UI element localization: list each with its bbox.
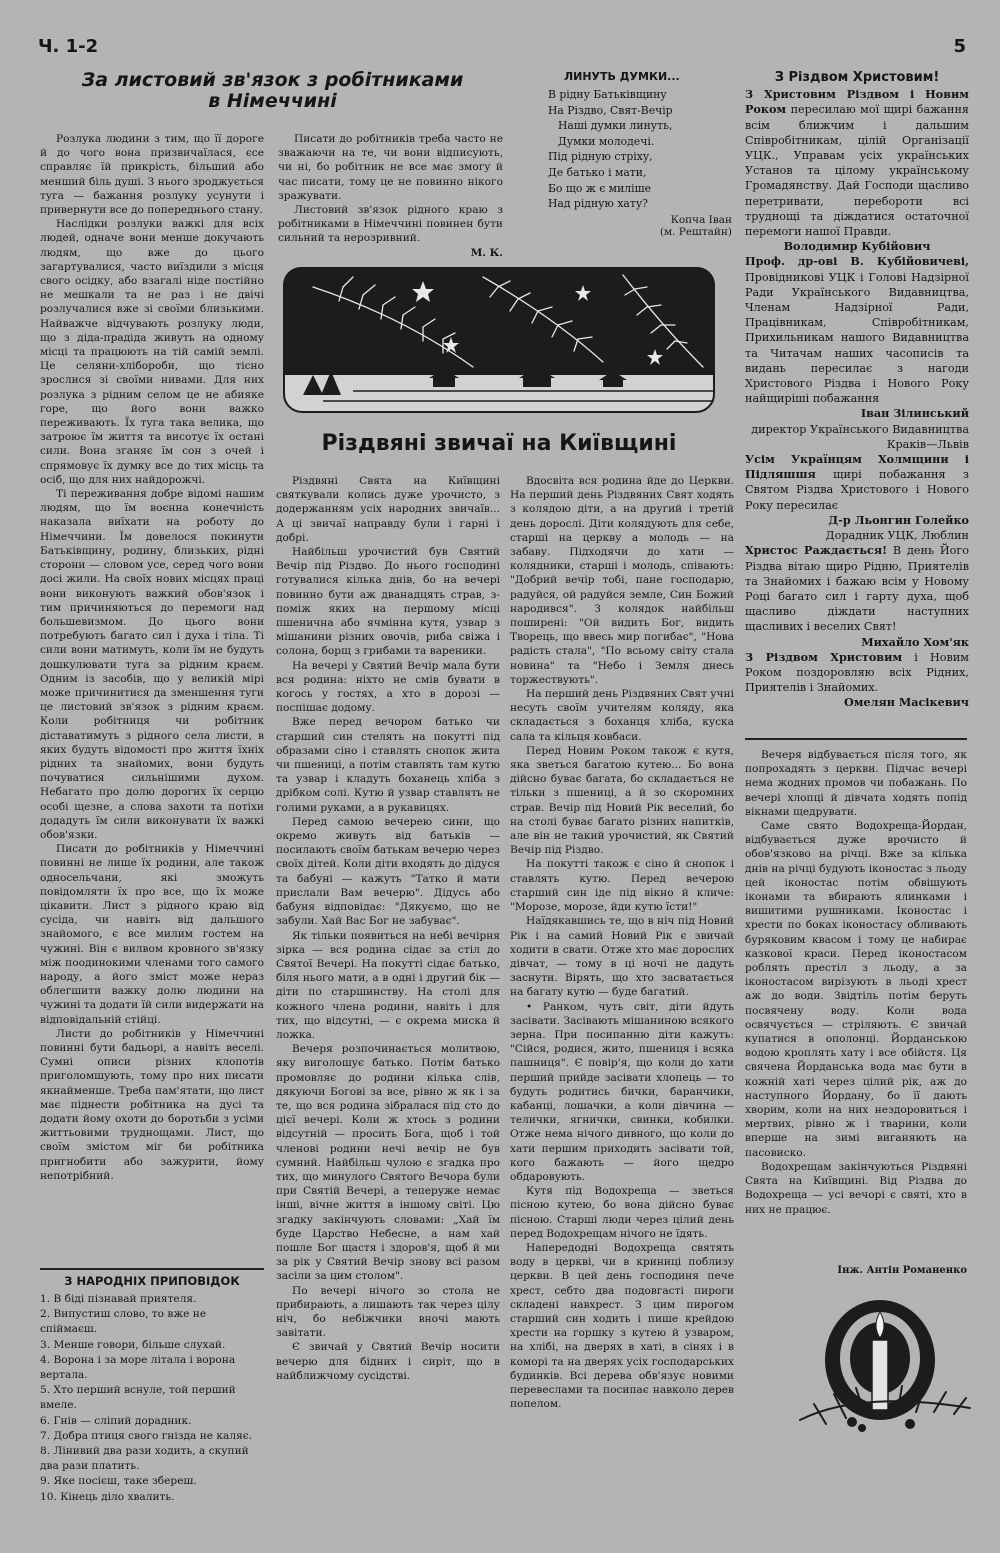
proverb-item: 8. Лінивий два рази ходить, а скупий два рази платить. bbox=[40, 1445, 249, 1473]
greetings-column bbox=[745, 70, 969, 730]
proverbs-box bbox=[40, 1268, 264, 1553]
greeting-block bbox=[745, 87, 969, 239]
article2-header bbox=[283, 432, 715, 470]
poem-line: Думки молодечі. bbox=[558, 134, 655, 148]
proverb-item: 1. В біді пізнавай приятеля. bbox=[40, 1293, 197, 1305]
article2-column-3 bbox=[745, 748, 967, 1258]
article2-paragraph: Найбільш урочистий був Святий Вечір під Різдво. До нього господині готувалися кілька днів, бо на вечері повинно бути аж дванадцять страв, з-поміж яких на першому місці пшенична або ячмінна кутя, узвар з мішанини різних овочів, риба свіжа і солона, борщ з грибами та вареники. bbox=[276, 546, 500, 658]
greetings-rule bbox=[745, 738, 967, 740]
candle-image bbox=[790, 1290, 975, 1440]
article2-paragraph: На вечері у Святий Вечір мала бути вся родина: ніхто не смів бувати в когось у гостях, а хто в дорозі — поспішає додому. bbox=[276, 659, 500, 715]
page-number: 5 bbox=[953, 36, 966, 57]
article1-title-line1: За листовий зв'язок з робітниками bbox=[81, 69, 464, 91]
article2-paragraph: На покутті також є сіно й снопок і ставлять кутю. Перед вечерою старший син іде під вікно й кличе: "Морозе, морозе, йди кутю їсти!" bbox=[510, 858, 734, 914]
article2-paragraph: Саме свято Водохреща-Йордан, відбувається дуже врочисто й обов'язково на річці. Вже за кілька днів на річці будують іконостас з льоду цей іконостас потім обвішують іконами та вбирають ялинками і вишитими рушниками. Іконостас і хрести по боках іконостасу обливають буряковим квасом і тому це набирає казкової краси. Перед іконостасом роблять престіл з льоду, а за іконостасом вирізують в льоді хрест аж до води. Звідтіль потім беруть посвячену воду. Коли вода освячується — стріляють. Є звичай купатися в ополонці. Йорданською водою кроплять хату і все обійстя. Ця свячена Йорданська вода має бути в кожній хаті через цілий рік, аж до наступного Йордану, бо її дають хворим, коли на них нездоровиться і мертвих, рівно ж і тварини, коли вперше на зимі виганяють на пасовиско. bbox=[745, 820, 967, 1159]
greeting-signature: Іван Зілинський bbox=[860, 406, 969, 421]
greeting-text: Провідникові УЦК і Голові Надзірної Ради Українського Видавництва, Членам Надзірної Ради, Працівникам, Співробітникам, Прихильникам нашого Видавництва та Читачам наших часописів та видань пересилає з нагоди Христового Різдва і Нового Року найщиріші побажання bbox=[745, 270, 969, 406]
proverb-item: 2. Випустиш слово, то вже не спіймаєш. bbox=[40, 1308, 207, 1336]
greeting-block bbox=[745, 543, 969, 634]
poem-place: (м. Рештайн) bbox=[659, 225, 732, 238]
poem-line: Над рідную хату? bbox=[548, 197, 648, 211]
article2-column-1 bbox=[276, 474, 500, 1553]
proverb-item: 4. Ворона і за море літала і ворона вертала. bbox=[40, 1353, 236, 1382]
christmas-illustration bbox=[283, 267, 715, 413]
article2-paragraph: Перед Новим Роком також є кутя, яка зветься багатою кутею... Бо вона дійсно буває багата, бо складається не тільки з пшениці, а й зо скоромних страв. Вечір під Новий Рік веселий, бо на столі буває багато різних напитків, але він не такий урочистий, як Святий Вечір під Різдво. bbox=[510, 744, 734, 857]
article1-column-2 bbox=[278, 132, 503, 259]
article2-title: Різдвяні звичаї на Київщині bbox=[321, 431, 677, 456]
proverbs-title: З НАРОДНІХ ПРИПОВІДОК bbox=[64, 1274, 240, 1288]
greeting-block bbox=[745, 452, 969, 513]
poem-title: ЛИНУТЬ ДУМКИ... bbox=[564, 70, 680, 83]
greeting-signature: Володимир Кубійович bbox=[783, 239, 931, 254]
article1-paragraph: Ті переживання добре відомі нашим людям, що їм воєнна конечність наказала виїхати на роботу до Німеччини. Їм довелося покинути Батьківщину, родину, близьких, рідні сторони — словом усе, серед чого вони досі жили. На своїх нових місцях праці вони виконують важкий обов'язок і тим причиняються до перемоги над большевизмом. До цього вони потребують багато сил і духа і тіла. Ті сили вони матимуть, коли їм не будуть дошкулювати туга за рідним краєм. Одним із засобів, що у великій мірі може причинитися да зменшення туги це листовий зв'язок з рідним краєм. Коли робітниця чи робітник діставатимуть з рідного села листи, в яких будуть відомості про життя їхніх рідних та знайомих, вони будуть почуватися сильнішими духом. Небагато про долю дорогих їх серцю особі щезне, а слова захоти та потіхи додадуть їм сили виконувати їх важкі обов'язки. bbox=[40, 488, 264, 841]
issue-number: Ч. 1-2 bbox=[38, 36, 99, 57]
proverb-item: 9. Яке посієш, таке збереш. bbox=[40, 1475, 197, 1488]
poem-line: На Різдво, Свят-Вечір bbox=[548, 103, 673, 117]
article2-paragraph: Кутя під Водохреща — зветься пісною кутею, бо вона дійсно буває пісною. Старші люди через цілий день перед Водохрещам нічого не їдять. bbox=[510, 1185, 734, 1240]
greeting-signature: Омелян Масікевич bbox=[844, 695, 969, 710]
greeting-lead: Проф. др-ові В. Кубійовичеві, bbox=[745, 254, 969, 269]
proverb-item: 10. Кінець діло хвалить. bbox=[40, 1490, 175, 1503]
proverb-item: 7. Добра птиця свого гнізда не каляє. bbox=[40, 1429, 253, 1442]
proverbs-rule bbox=[40, 1268, 264, 1270]
article2-paragraph: Вечеря відбувається після того, як попрохадять з церкви. Підчас вечері нема жодних промов чи побажань. По вечері хлопці й дівчата ходять попід вікнами щедрувати. bbox=[745, 749, 967, 818]
greeting-text: В день Його Різдва вітаю щиро Рідню, Приятелів та Знайомих і бажаю всім у Новому Році багато сил і гарту духа, щоб щасливо діждати наступних щасливих і веселих Свят! bbox=[745, 544, 969, 634]
article1-paragraph: Писати до робітників у Німеччині повинні не лише їх родини, але також односельчани, які зможуть повідомляти їх про все, що їх може цікавити. Лист з рідного краю від сусіда, чи навіть від дальшого знайомого, є все милим гостем на чужині. Він є вилвом кровного зв'язку між поодинокими членами того самого народу, а його зміст може нераз облегшити важку долю людини на чужині та додати їй сили видержати на відповідальній стійці. bbox=[40, 843, 264, 1026]
greeting-lead: З Різдвом Христовим bbox=[745, 649, 903, 664]
article1-column-1 bbox=[40, 132, 264, 1262]
article1-signature: М. К. bbox=[470, 246, 503, 259]
article2-paragraph: Перед самою вечерею сини, що окремо живуть від батьків — посилають своїм батькам вечерю через своїх дітей. Коли діти входять до дідуся та бабуні — кажуть "Татко й мати прислали Вам вечерю". Дідусь або бабуня відповідає: "Дякуємо, що не забули. Хай Вас Бог не забуває". bbox=[276, 815, 500, 928]
greeting-signature: Д-р Льонгин Голейко bbox=[828, 512, 969, 527]
article2-paragraph: Напередодні Водохреща святять воду в церкві, чи в криниці поблизу церкви. В цей день господиня пече хрест, себто два подовгасті пироги складені навхрест. З цим пирогом старший син ходить і пише крейдою хрести на горшку з кутею й узваром, на хлібі, на дверях в хаті, в сінях і в коморі та на дверях усіх господарських будинків. Всі дерева обв'язує новими перевеслами та посипає навколо дерев попелом. bbox=[510, 1241, 734, 1411]
greeting-role: директор Українського Видавництва Краків—Львів bbox=[751, 422, 969, 451]
proverb-item: 3. Менше говори, більше слухай. bbox=[40, 1338, 226, 1351]
article2-paragraph: Вже перед вечором батько чи старший син стелять на покутті під образами сіно і ставлять снопок жита чи пшениці, а потім ставлять там кутю та узвар і кладуть боханець хліба з дрібком солі. Кутю й узвар ставлять не голими руками, а в рукавицях. bbox=[276, 716, 500, 814]
article1-paragraph: Листи до робітників у Німеччині повинні бути бадьорі, а навіть веселі. Сумні описи різних клопотів приголомшують, тому про них писати якнайменше. Треба пам'ятати, що лист має піднести робітника на дусі та додати йому охоти до боротьби з усіми життьовими труднощами. Лист, що своїм змістом міг би робітника пригнобити або зажурити, йому непотрібний. bbox=[40, 1027, 264, 1182]
article2-paragraph: • Ранком, чуть світ, діти йдуть засівати. Засівають мішаниною всякого зерна. При посипанню діти кажуть: "Сійся, родися, жито, пшениця і всяка пашниця". Є повір'я, що коли до хати перший прийде засівати хлопець — то будуть родитись бички, баранчики, кабанці, лошачки, а коли дівчина — телички, ягнички, свинки, кобилки. Отже нема нічого дивного, що коли до хати першим приходить засівати той, кого бажають — його щедро обдаровують. bbox=[510, 1000, 734, 1183]
poem-author: Копча Іван bbox=[670, 213, 732, 226]
greeting-lead: Усім Українцям Холмщини і Підляшшя bbox=[745, 452, 969, 482]
proverb-item: 6. Гнів — сліпий дорадник. bbox=[40, 1414, 192, 1427]
greeting-text: щирі побажання з Святом Різдва Христового і Нового Року пересилає bbox=[745, 468, 969, 512]
proverb-item: 5. Хто перший вснуле, той перший вмеле. bbox=[40, 1384, 236, 1412]
article1-header bbox=[40, 70, 505, 132]
article1-paragraph: Наслідки розлуки важкі для всіх людей, одначе вони менше докучають людям, що вже до цього загартувалися, часто виїздили з місця свого осідку, або взагалі ніде постійно не мешкали та не раз і не двічі розлучалися вже зі своїми близькими. Найважче відчувають розлуку люди, що з діда-прадіда живуть на одному місці та працюють на тій самій землі. Це селяни-хлібороби, що тісно зрослися зі своїми нивами. Для них розлука з рідним селом це не абияке горе, що його вони важко переживають. Їх туга така велика, що затроює їм життя та висотує їх остані сили. Вона зганяє їм сон з очей і спрямовує їх думку все до тих місць та осіб, що для них найдорожчі. bbox=[40, 218, 264, 486]
greeting-block bbox=[745, 650, 969, 696]
article1-paragraph: Писати до робітників треба часто не зважаючи на те, чи вони відписують, чи ні, бо робітник не все має змогу й час писати, тому це не повинно нікого зражувати. bbox=[278, 133, 503, 202]
article2-column-2 bbox=[510, 474, 734, 1553]
poem bbox=[542, 70, 732, 250]
article2-paragraph: Водохрещам закінчуються Різдвяні Свята на Київщині. Від Різдва до Водохреща — усі вечорі є святі, хто в них не працює. bbox=[745, 1160, 967, 1216]
poem-line: Під рідную стріху, bbox=[548, 150, 653, 164]
article2-paragraph: Вдосвіта вся родина йде до Церкви. На перший день Різдвяних Свят ходять з колядою діти, а на другий і третій день дорослі. Діти колядують для себе, старші на церкву а молодь — на забаву. Підходячи до хати — колядники, старші і молодь, співають: "Добрий вечір тобі, пане господарю, радуйся, ой радуйся земле, Син Божий народився". З колядок найбільш поширені: "Ой видить Бог, видить Творець, що ввесь мир погибає", "Нова радість стала", "По всьому світу стала новина" та "Небо і Земля днесь торжествують". bbox=[510, 475, 734, 686]
greeting-signature: Михайло Хом'як bbox=[861, 634, 969, 649]
greetings-heading: З Різдвом Христовим! bbox=[774, 70, 940, 85]
poem-line: Де батько і мати, bbox=[548, 165, 647, 179]
article2-paragraph: Є звичай у Святий Вечір носити вечерю для бідних і сиріт, що в найближчому сусідстві. bbox=[276, 1341, 500, 1382]
poem-line: Наші думки линуть, bbox=[558, 119, 673, 133]
article2-paragraph: Різдвяні Свята на Київщині святкували колись дуже урочисто, з додержанням усіх народних звичаїв... А ці звичаї направду були і гарні і добрі. bbox=[276, 475, 500, 544]
article1-title-line2: в Німеччині bbox=[208, 89, 337, 112]
article2-paragraph: Як тільки появиться на небі вечірня зірка — вся родина сідає за стіл до Святої Вечері. На покутті сідає батько, біля нього мати, а в одні і другий бік — діти по старшинству. На столі для кожного члена родини, навіть і для тих, що відсутні, — є окрема миска й ложка. bbox=[276, 929, 500, 1041]
article1-title bbox=[40, 70, 505, 112]
greeting-lead: Христос Раждається! bbox=[745, 543, 888, 558]
poem-line: Бо що ж є миліше bbox=[548, 181, 652, 195]
poem-line: В рідну Батьківщину bbox=[548, 88, 667, 101]
article1-paragraph: Розлука людини з тим, що її дороге й до чого вона призвичаїлася, єсе справляє їй прикрість, більший або менший біль душі. З нього зроджується туга — бажання розлуку усунути і привернути все до попереднього стану. bbox=[40, 133, 264, 217]
greeting-text: і Новим Роком поздоровляю всіх Рідних, Приятелів і Знайомих. bbox=[745, 650, 969, 695]
candle-illustration bbox=[790, 1290, 975, 1440]
article2-paragraph: По вечері нічого зо стола не прибирають, а лишають так через цілу ніч, бо небіжчики вночі мають завітати. bbox=[276, 1284, 500, 1340]
article2-paragraph: На перший день Різдвяних Свят учні несуть своїм учителям коляду, яка складається з боханця хліба, куска сала та кільця ковбаси. bbox=[510, 688, 734, 743]
fir-branches-image bbox=[283, 267, 715, 413]
greeting-block bbox=[745, 254, 969, 406]
greeting-role: Дорадник УЦК, Люблин bbox=[825, 529, 969, 543]
article2-paragraph: Наїдякавшись те, що в ніч під Новий Рік і на самий Новий Рік є звичай ходити в свати. Отже хто має дорослих дівчат, — тому в ці ночі не дадуть заснути. Вірять, що хто засватається на багату кутю — буде багатий. bbox=[510, 915, 734, 999]
article1-paragraph: Листовий зв'язок рідного краю з робітниками в Німеччині повинен бути сильний та нерозривний. bbox=[278, 204, 503, 245]
article2-signature: Інж. Антін Романенко bbox=[837, 1265, 967, 1276]
greeting-text: пересилаю мої щирі бажання всім ближчим і дальшим Співробітникам, цілій Організації УЦК., Управам усіх українських Установ та цілому українському Громадянству. Дай Господи щасливо перетривати, перебороти всі труднощі та діждатися остаточної перемоги нашої Правди. bbox=[745, 103, 969, 239]
greeting-lead: З Христовим Різдвом і Новим Роком bbox=[745, 87, 969, 117]
article2-paragraph: Вечеря розпочинається молитвою, яку виголошує батько. Потім батько промовляє до родини кілька слів, дякуючи Богові за все, рівно ж як і за те, що вся родина зібралася під сто до цієї вечері. Коли ж хтось з родини відсутній — просить Бога, щоб і той членові родини нечі вечір не був сумний. Найбільш чулою є згадка про тих, що минулого Святого Вечора були при Святій Вечері, а теперуже немає інші, вічне життя в іншому світі. Цю згадку закінчують словами: „Хай їм буде Царство Небесне, а нам хай пошле Бог щастя і здоров'я, щоб й ми за рік у Святий Вечір знову всі разом засіли за цим столом". bbox=[276, 1043, 500, 1283]
